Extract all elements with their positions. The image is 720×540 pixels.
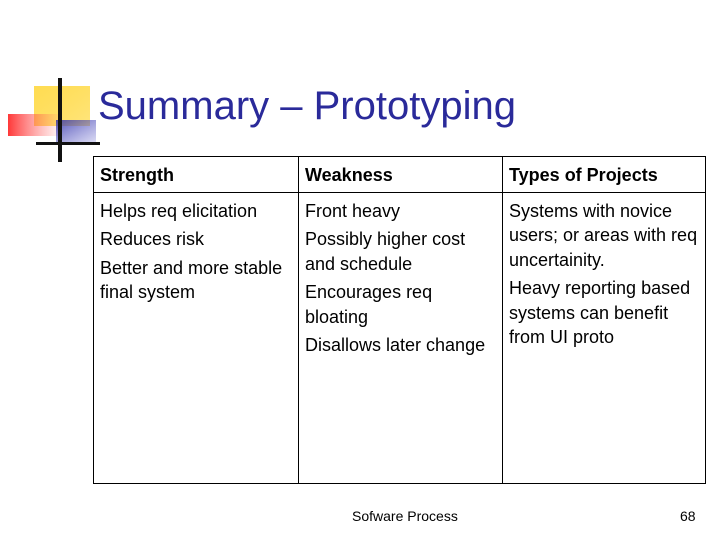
header-weakness: Weakness: [299, 157, 503, 193]
weakness-line: Disallows later change: [305, 335, 486, 355]
strength-line: Reduces risk: [100, 229, 205, 249]
project-types-cell: [503, 192, 706, 484]
table-header-row: [94, 157, 706, 193]
project-type-line: Heavy reporting based systems can benefit from UI proto: [509, 278, 691, 347]
slide-title: Summary – Prototyping: [98, 84, 516, 128]
strength-line: Helps req elicitation: [100, 200, 258, 221]
summary-table: [93, 156, 706, 484]
strength-line: Better and more stable final system: [100, 257, 283, 302]
slide-logo-icon: [0, 0, 110, 170]
weakness-line: Front heavy: [305, 200, 401, 221]
weakness-line: Possibly higher cost and schedule: [305, 229, 466, 274]
header-types-of-projects: Types of Projects: [503, 157, 706, 193]
slide-footer: Sofware Process: [352, 508, 458, 524]
strength-cell: [94, 192, 299, 484]
page-number: 68: [680, 508, 696, 524]
table-row: [94, 192, 706, 484]
weakness-line: Encourages req bloating: [305, 282, 433, 327]
header-strength: Strength: [94, 157, 299, 193]
project-type-line: Systems with novice users; or areas with req uncertainity.: [509, 200, 698, 270]
weakness-cell: [299, 192, 503, 484]
